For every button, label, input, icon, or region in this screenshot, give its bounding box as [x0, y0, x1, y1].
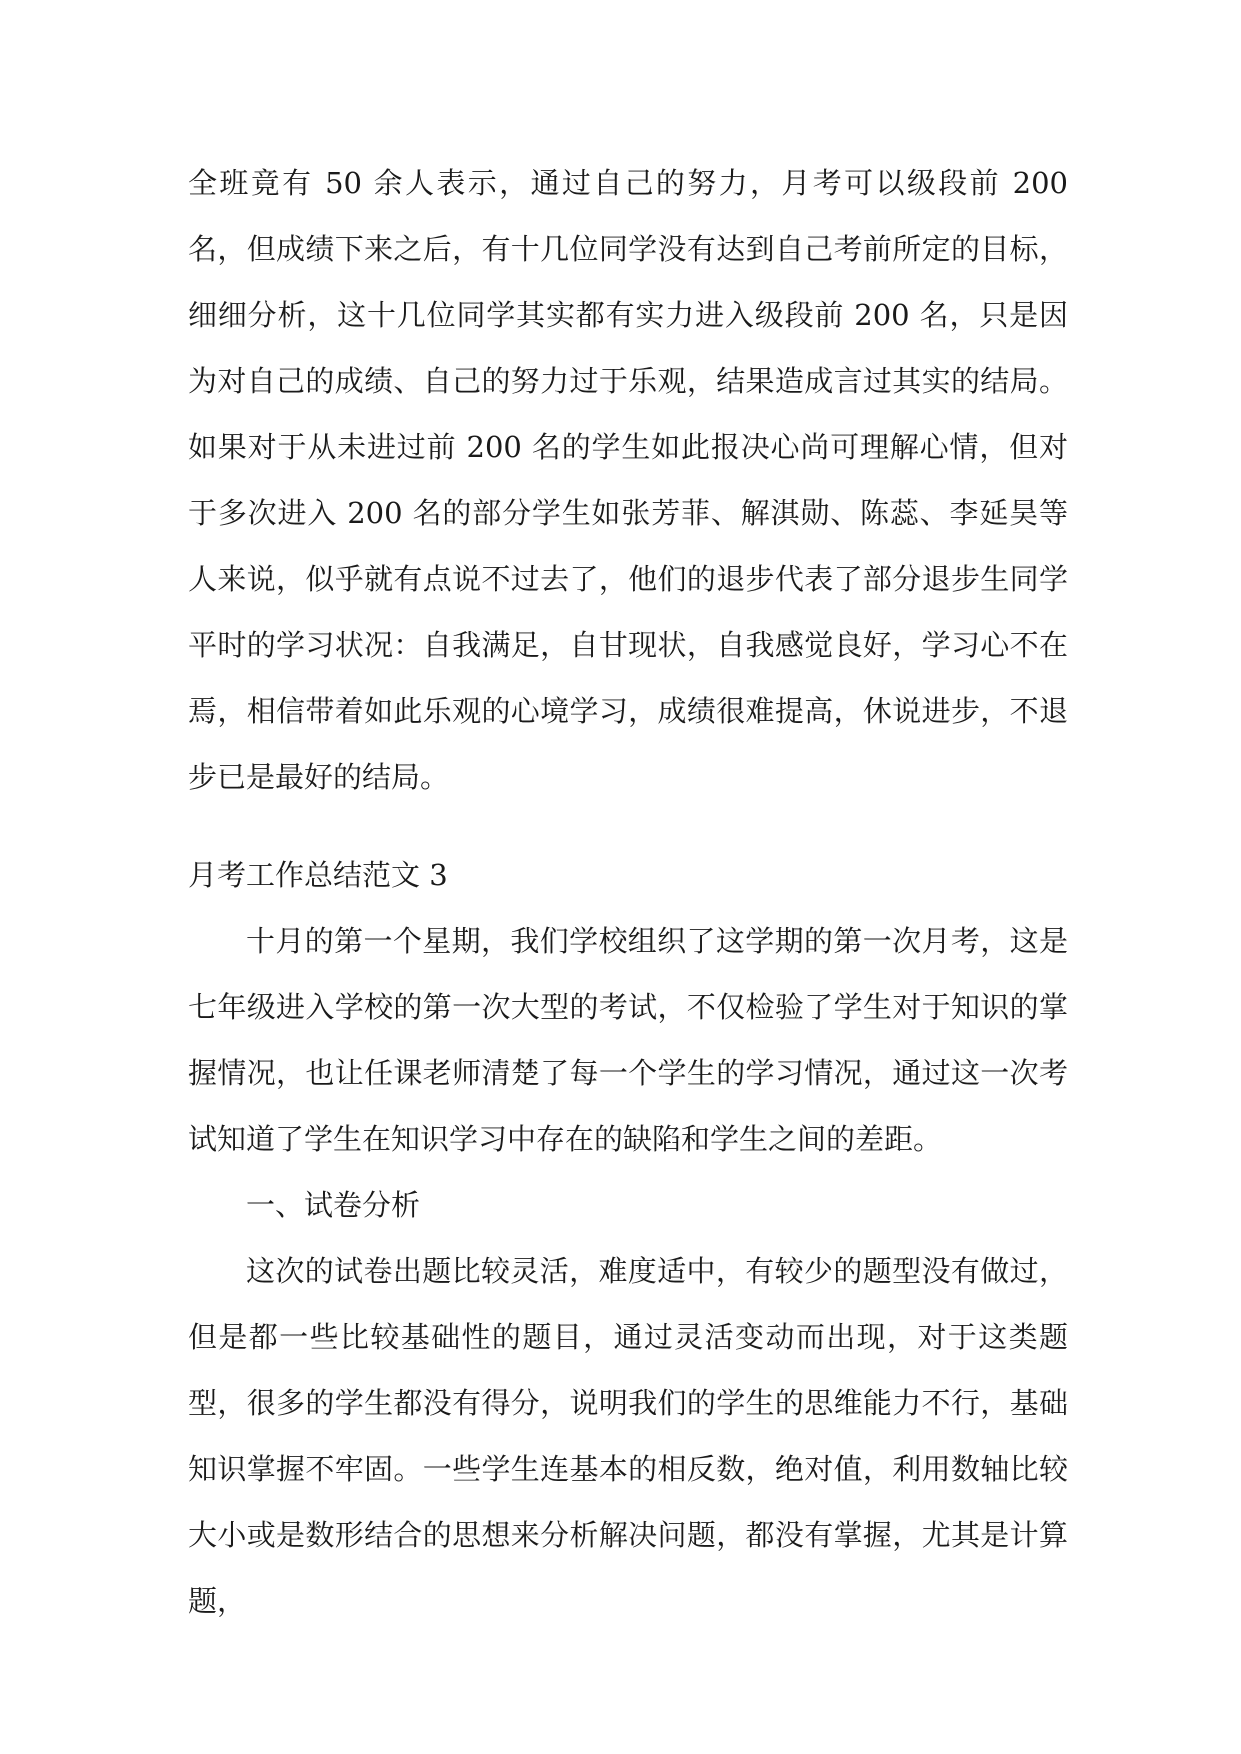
- subheading-paper-analysis: [188, 1172, 1068, 1238]
- analysis-paragraph: [188, 1238, 1068, 1634]
- subheading-paper-analysis-text: 一、试卷分析: [246, 1188, 421, 1222]
- continued-paragraph: [188, 150, 1068, 810]
- intro-paragraph-text: 十月的第一个星期，我们学校组织了这学期的第一次月考，这是七年级进入学校的第一次大型的考试，不仅检验了学生对于知识的掌握情况，也让任课老师清楚了每一个学生的学习情况，通过这一次考试知道了学生在知识学习中存在的缺陷和学生之间的差距。: [188, 924, 1068, 1156]
- section-heading-text: 月考工作总结范文 3: [188, 858, 448, 892]
- analysis-paragraph-text: 这次的试卷出题比较灵活，难度适中，有较少的题型没有做过，但是都一些比较基础性的题目，通过灵活变动而出现，对于这类题型，很多的学生都没有得分，说明我们的学生的思维能力不行，基础知识掌握不牢固。一些学生连基本的相反数，绝对值，利用数轴比较大小或是数形结合的思想来分析解决问题，都没有掌握，尤其是计算题，: [188, 1254, 1068, 1618]
- intro-paragraph: [188, 908, 1068, 1172]
- continued-paragraph-text: 全班竟有 50 余人表示，通过自己的努力，月考可以级段前 200 名，但成绩下来之后，有十几位同学没有达到自己考前所定的目标，细细分析，这十几位同学其实都有实力进入级段前 200 名，只是因为对自己的成绩、自己的努力过于乐观，结果造成言过其实的结局。如果对于从未进过前 200 名的学生如此报决心尚可理解心情，但对于多次进入 200 名的部分学生如张芳菲、解淇勋、陈蕊、李延昊等人来说，似乎就有点说不过去了，他们的退步代表了部分退步生同学平时的学习状况：自我满足，自甘现状，自我感觉良好，学习心不在焉，相信带着如此乐观的心境学习，成绩很难提高，休说进步，不退步已是最好的结局。: [188, 166, 1068, 794]
- section-heading: [188, 842, 1068, 908]
